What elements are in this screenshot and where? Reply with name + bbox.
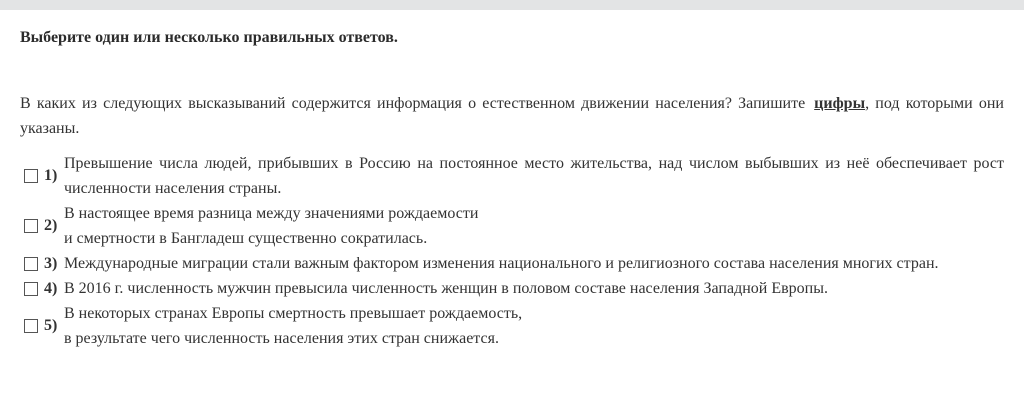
option-text (64, 201, 1004, 251)
option-line: Международные миграции стали важным фактором изменения национального и религиозного состава населения многих стран. (64, 255, 939, 272)
checkbox-option-4[interactable] (24, 282, 38, 296)
question-text-after: , под которыми они указаны. (20, 95, 1004, 137)
answer-option-1[interactable] (20, 151, 1004, 201)
option-text (64, 301, 1004, 351)
task-content (20, 10, 1004, 351)
option-number: 4) (44, 279, 58, 297)
answer-option-3[interactable] (20, 251, 1004, 276)
top-bar (0, 0, 1024, 10)
option-number: 2) (44, 217, 58, 234)
option-line: и смертности в Бангладеш существенно сократилась. (64, 230, 428, 247)
answer-option-4[interactable] (20, 276, 1004, 301)
option-line: в результате чего численность населения этих стран снижается. (64, 330, 499, 347)
option-number: 5) (44, 317, 58, 334)
option-line: В 2016 г. численность мужчин превысила численность женщин в половом составе населения Западной Европы. (64, 280, 828, 297)
checkbox-option-1[interactable] (24, 169, 38, 183)
question-emphasis: цифры (814, 95, 866, 112)
checkbox-option-3[interactable] (24, 257, 38, 271)
question-text-before: В каких из следующих высказываний содержится информация о естественном движении населения? Запишите (20, 95, 806, 112)
option-line: В некоторых странах Европы смертность превышает рождаемость, (64, 305, 523, 322)
checkbox-option-5[interactable] (24, 319, 38, 333)
question-text (20, 91, 1004, 141)
option-text (64, 251, 1004, 276)
option-line: В настоящее время разница между значениями рождаемости (64, 205, 479, 222)
task-instruction: Выберите один или несколько правильных ответов. (20, 29, 398, 46)
option-number: 3) (44, 254, 58, 272)
checkbox-option-2[interactable] (24, 219, 38, 233)
answer-option-2[interactable] (20, 201, 1004, 251)
option-number: 1) (44, 167, 58, 184)
option-line: Превышение числа людей, прибывших в Россию на постоянное место жительства, над числом выбывших из неё обеспечивает рост численности населения страны. (64, 155, 1004, 197)
option-text (64, 151, 1004, 201)
option-text (64, 276, 1004, 301)
answer-option-5[interactable] (20, 301, 1004, 351)
answer-options (20, 151, 1004, 351)
